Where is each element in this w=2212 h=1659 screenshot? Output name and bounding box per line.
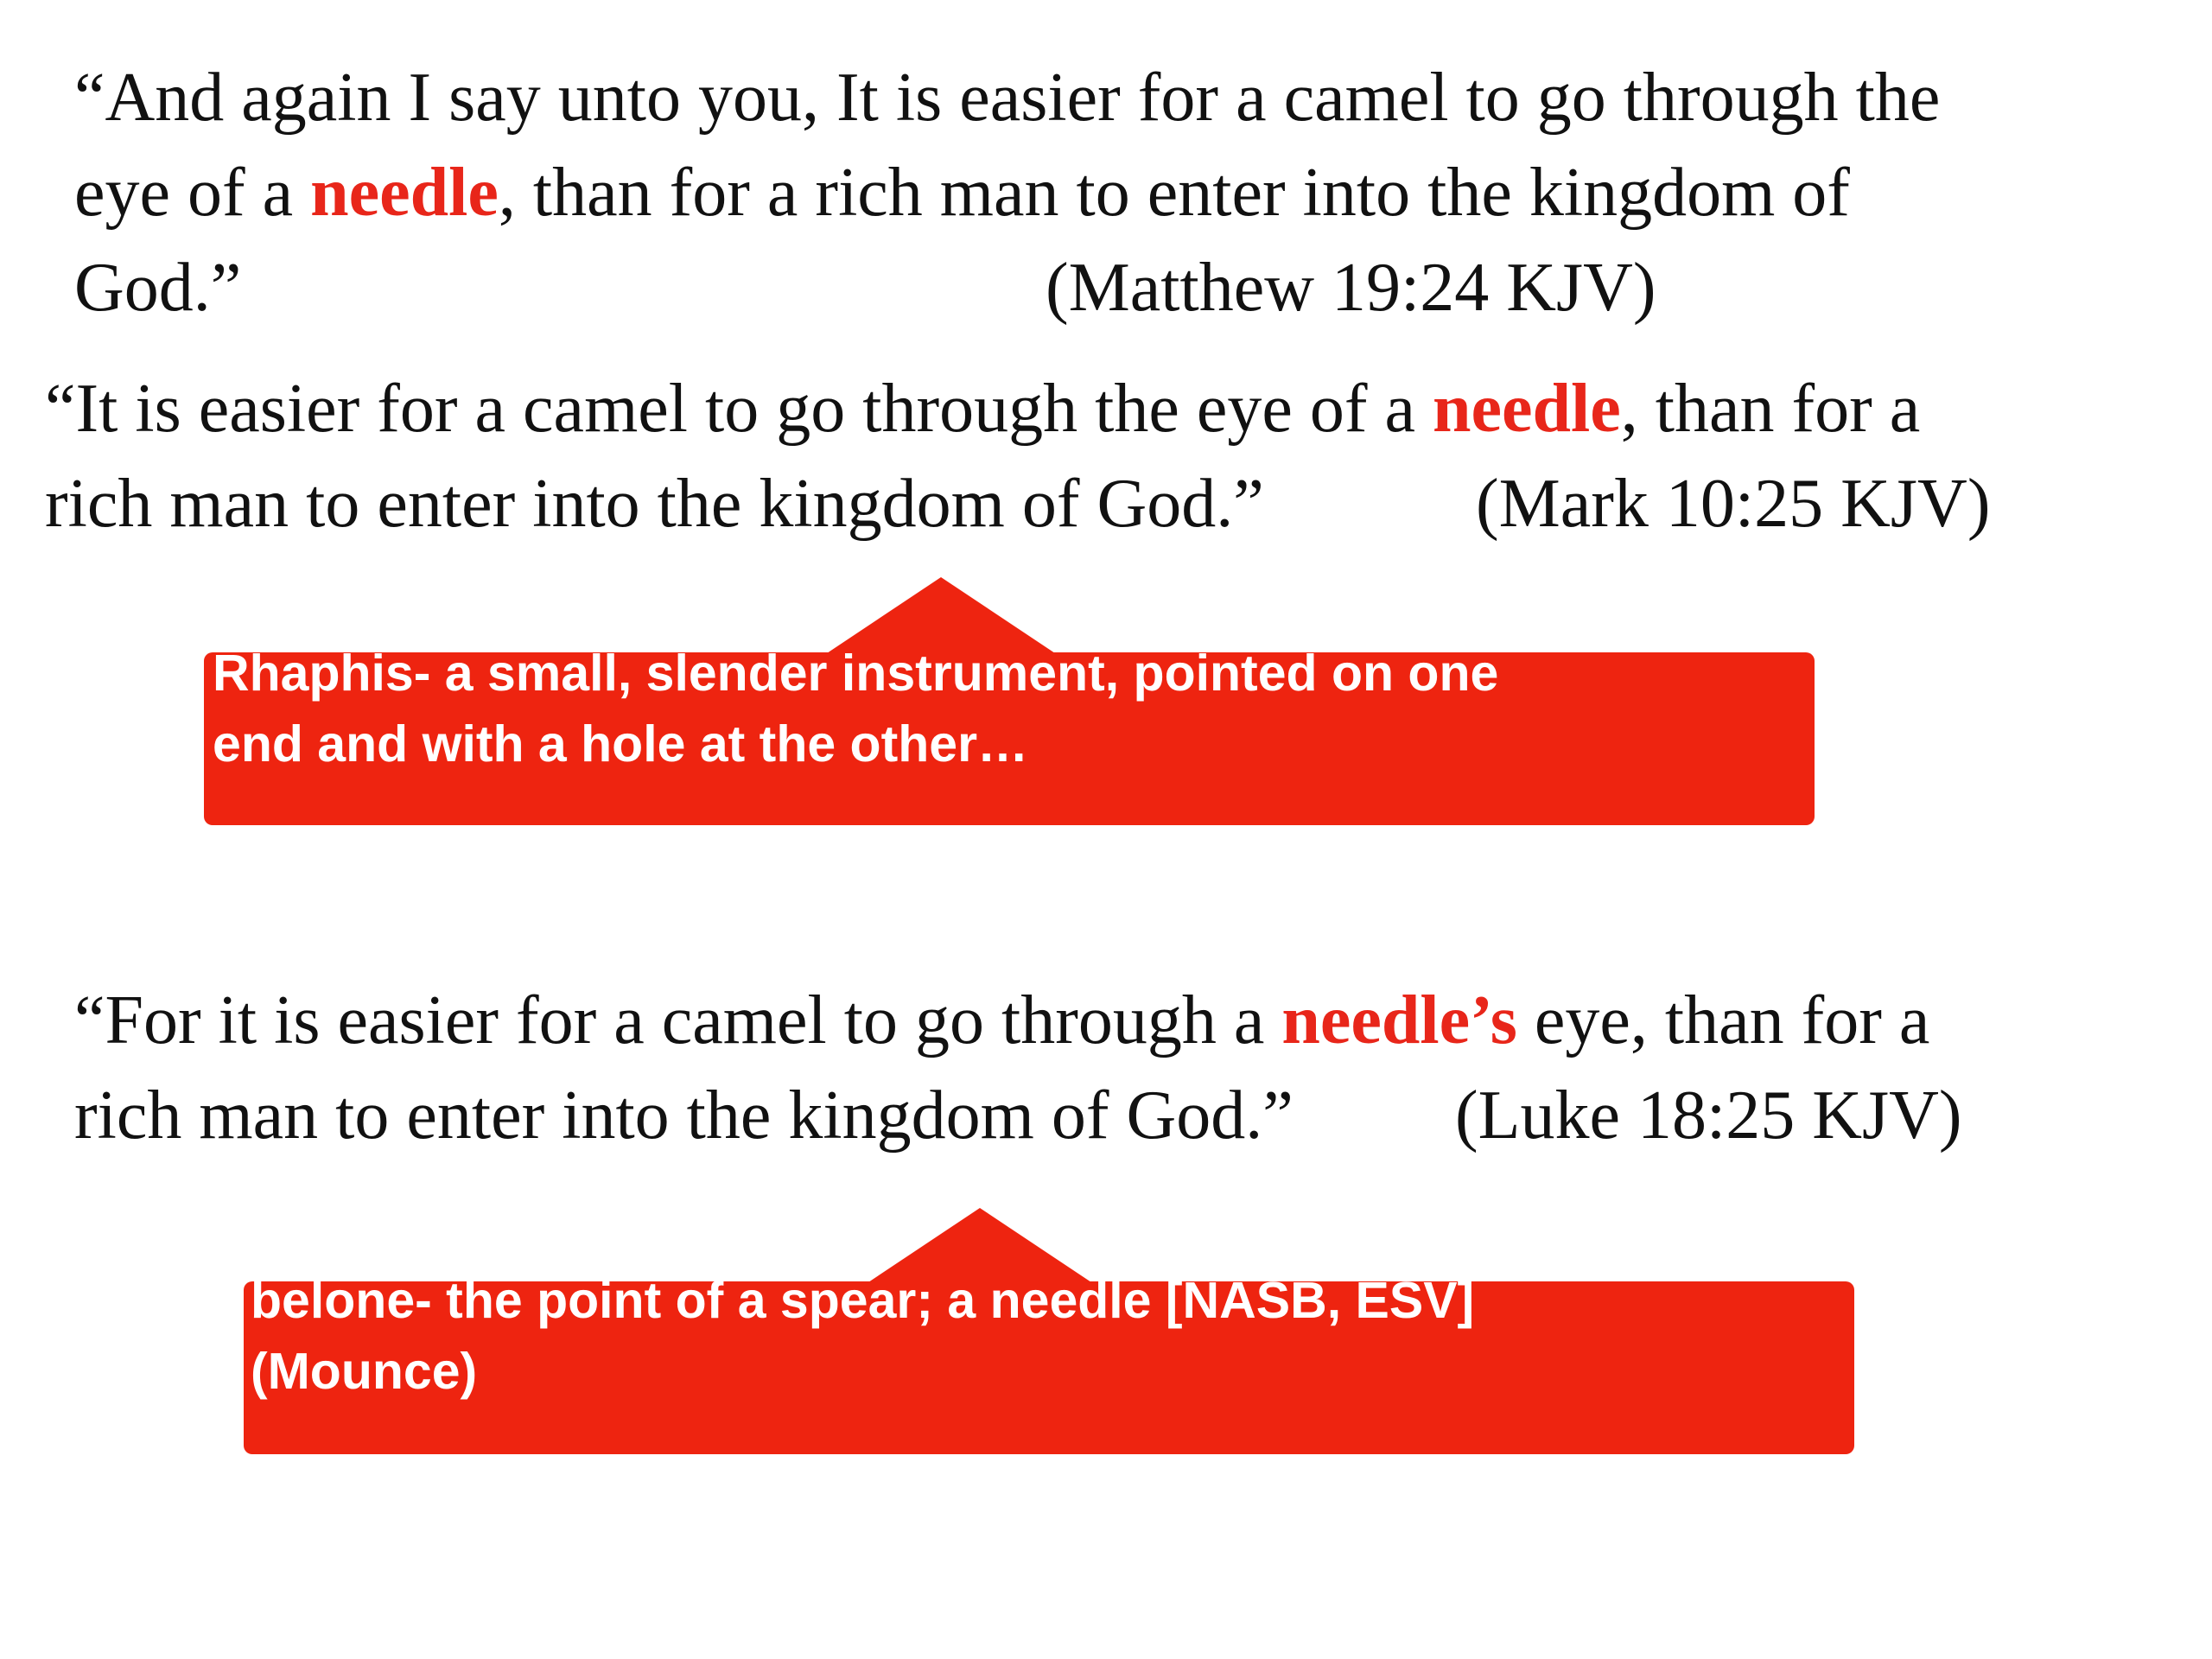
verse-mark-text: “It is easier for a camel to go through the eye of a [45,371,1433,447]
verse-luke-line-1 [74,973,1929,1068]
verse-luke [74,973,1962,1163]
verse-matthew-line-1: “And again I say unto you, It is easier for a camel to go through the [74,60,1941,136]
verse-mark-line-2 [45,456,1991,551]
callout-rhaphis-line-1: Rhaphis- a small, slender instrument, pointed on one [213,645,1499,702]
highlight-needles: needle’s [1281,982,1517,1058]
verse-reference-mark: (Mark 10:25 KJV) [1476,466,1991,542]
verse-luke-text: eye, than for a [1516,982,1930,1058]
verse-mark-closing: rich man to enter into the kingdom of God.” [45,466,1264,542]
verse-matthew-text: , than for a rich man to enter into the kingdom of [498,155,1850,231]
verse-mark [45,361,1991,551]
callout-rhaphis-line-2: end and with a hole at the other… [213,715,1029,772]
verse-luke-text: “For it is easier for a camel to go through a [74,982,1282,1058]
verse-reference-matthew: (Matthew 19:24 KJV) [1046,250,1656,326]
highlight-needle: needle [1433,371,1621,447]
verse-luke-line-2 [74,1068,1962,1163]
verse-matthew-line-3 [74,240,1940,335]
highlight-needle: needle [310,155,499,231]
callout-rhaphis-text [213,638,1498,779]
callout-belone-line-2: (Mounce) [251,1343,478,1400]
verse-reference-luke: (Luke 18:25 KJV) [1455,1077,1962,1154]
verse-matthew [74,50,1940,335]
verse-matthew-line-2 [74,145,1940,240]
verse-matthew-closing: God.” [74,250,242,326]
verse-mark-text: , than for a [1620,371,1921,447]
callout-belone-text [251,1265,1474,1407]
verse-matthew-text: eye of a [74,155,311,231]
callout-belone-line-1: belone- the point of a spear; a needle [NASB, ESV] [251,1272,1475,1329]
verse-luke-closing: rich man to enter into the kingdom of God.” [74,1077,1294,1154]
verse-mark-line-1 [45,361,1920,456]
